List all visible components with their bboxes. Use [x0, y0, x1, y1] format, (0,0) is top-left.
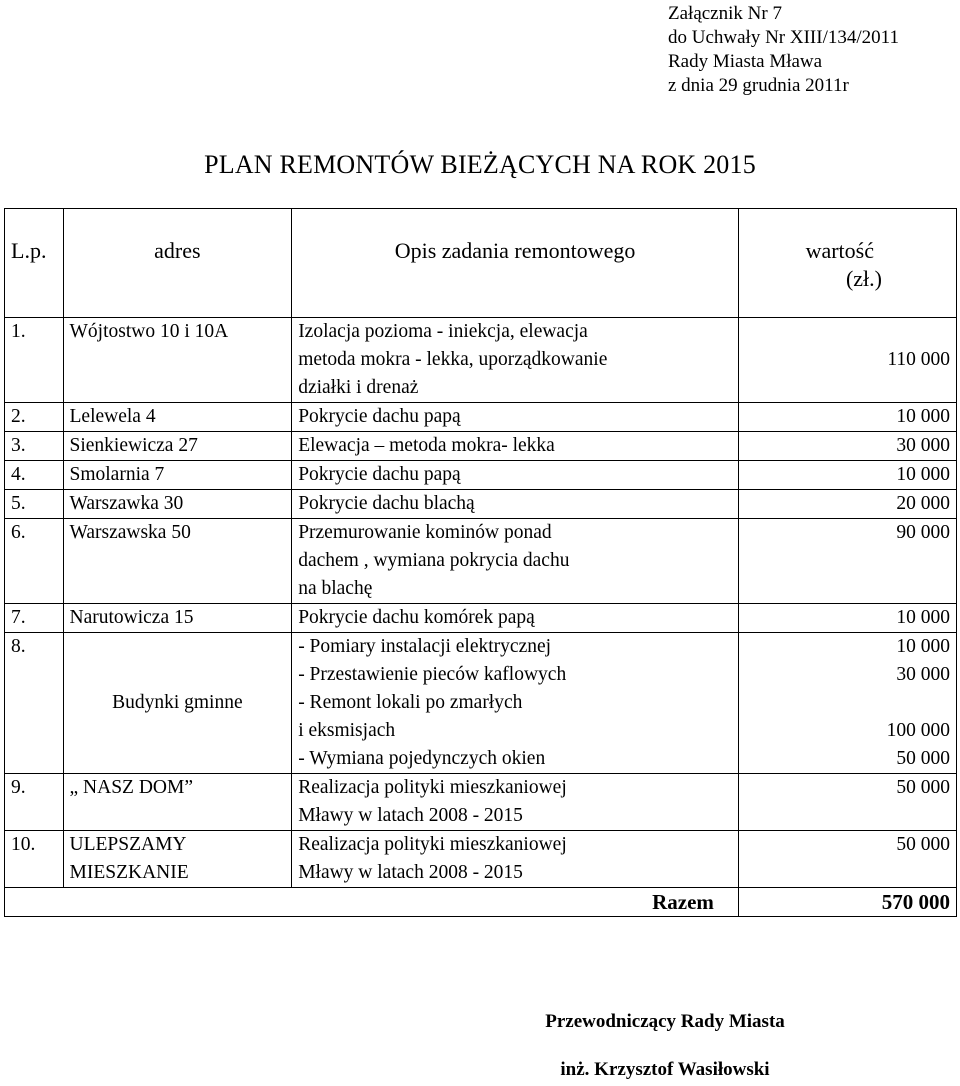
description-line: - Remont lokali po zmarłych: [298, 692, 523, 713]
value-line: 50 000: [896, 748, 950, 769]
attachment-header: [668, 2, 899, 98]
row-description: Pokrycie dachu blachą: [292, 490, 739, 519]
row-lp: 2.: [5, 403, 64, 432]
header-lp: L.p.: [5, 209, 64, 318]
row-value: 10 000: [738, 604, 956, 633]
description-line: metoda mokra - lekka, uporządkowanie: [298, 349, 608, 370]
table-row: [5, 831, 957, 888]
table-row: [5, 519, 957, 604]
row-value: 50 000: [738, 831, 956, 888]
row-lp: 10.: [5, 831, 64, 888]
row-lp: 5.: [5, 490, 64, 519]
row-description: Pokrycie dachu papą: [292, 403, 739, 432]
value-line-empty: [745, 689, 950, 717]
value-line: 100 000: [886, 720, 950, 741]
signature-role: Przewodniczący Rady Miasta: [545, 1011, 785, 1032]
table-row: [5, 490, 957, 519]
row-value: 30 000: [738, 432, 956, 461]
row-values: [738, 633, 956, 774]
repair-plan-table: [4, 208, 957, 917]
table-row: [5, 432, 957, 461]
table-header-row: [5, 209, 957, 318]
row-address: Warszawska 50: [63, 519, 292, 604]
description-line: i eksmisjach: [298, 720, 396, 741]
row-description: [292, 633, 739, 774]
row-address: Warszawka 30: [63, 490, 292, 519]
signature-name: inż. Krzysztof Wasiłowski: [560, 1059, 770, 1080]
resolution-date: z dnia 29 grudnia 2011r: [668, 75, 849, 96]
description-line: Realizacja polityki mieszkaniowej: [298, 834, 567, 855]
header-description: Opis zadania remontowego: [292, 209, 739, 318]
description-line: - Przestawienie pieców kaflowych: [298, 664, 567, 685]
row-value: 90 000: [738, 519, 956, 604]
description-line: Mławy w latach 2008 - 2015: [298, 862, 523, 883]
description-line: Przemurowanie kominów ponad: [298, 522, 552, 543]
council-name: Rady Miasta Mława: [668, 51, 823, 72]
table-row: [5, 633, 957, 774]
row-lp: 3.: [5, 432, 64, 461]
row-address: Lelewela 4: [63, 403, 292, 432]
table-row: [5, 604, 957, 633]
value-line: 30 000: [896, 664, 950, 685]
description-line: dachem , wymiana pokrycia dachu: [298, 550, 570, 571]
row-lp: 7.: [5, 604, 64, 633]
row-description: [292, 318, 739, 403]
row-description: Elewacja – metoda mokra- lekka: [292, 432, 739, 461]
row-value: 10 000: [738, 403, 956, 432]
description-line: Realizacja polityki mieszkaniowej: [298, 777, 567, 798]
value-line: 10 000: [896, 636, 950, 657]
resolution-number: do Uchwały Nr XIII/134/2011: [668, 27, 899, 48]
row-address: Narutowicza 15: [63, 604, 292, 633]
table-row: [5, 461, 957, 490]
row-lp: 6.: [5, 519, 64, 604]
row-value: 110 000: [738, 318, 956, 403]
row-lp: 1.: [5, 318, 64, 403]
table-row: [5, 774, 957, 831]
row-address: Wójtostwo 10 i 10A: [63, 318, 292, 403]
row-address: Budynki gminne: [63, 633, 292, 774]
row-lp: 4.: [5, 461, 64, 490]
row-value: 50 000: [738, 774, 956, 831]
row-lp: 8.: [5, 633, 64, 774]
row-lp: 9.: [5, 774, 64, 831]
row-address: Smolarnia 7: [63, 461, 292, 490]
row-address: [63, 831, 292, 888]
header-value-unit: (zł.): [845, 266, 882, 291]
row-value: 20 000: [738, 490, 956, 519]
total-value: 570 000: [738, 888, 956, 917]
row-description: Pokrycie dachu komórek papą: [292, 604, 739, 633]
page-title: PLAN REMONTÓW BIEŻĄCYCH NA ROK 2015: [204, 150, 756, 179]
address-line: MIESZKANIE: [69, 862, 189, 883]
row-description: Pokrycie dachu papą: [292, 461, 739, 490]
row-address: „ NASZ DOM”: [63, 774, 292, 831]
total-label: Razem: [5, 888, 739, 917]
header-value: [738, 209, 956, 318]
description-line: - Pomiary instalacji elektrycznej: [298, 636, 552, 657]
header-address: adres: [63, 209, 292, 318]
description-line: działki i drenaż: [298, 377, 419, 398]
address-line: ULEPSZAMY: [69, 834, 187, 855]
description-line: - Wymiana pojedynczych okien: [298, 748, 546, 769]
description-line: na blachę: [298, 578, 373, 599]
description-line: Mławy w latach 2008 - 2015: [298, 805, 523, 826]
attachment-number: Załącznik Nr 7: [668, 3, 782, 24]
row-description: [292, 831, 739, 888]
row-description: [292, 774, 739, 831]
table-row: [5, 318, 957, 403]
description-line: Izolacja pozioma - iniekcja, elewacja: [298, 321, 588, 342]
row-address: Sienkiewicza 27: [63, 432, 292, 461]
row-value: 10 000: [738, 461, 956, 490]
header-value-label: wartość: [805, 238, 874, 263]
table-row: [5, 403, 957, 432]
row-description: [292, 519, 739, 604]
total-row: [5, 888, 957, 917]
